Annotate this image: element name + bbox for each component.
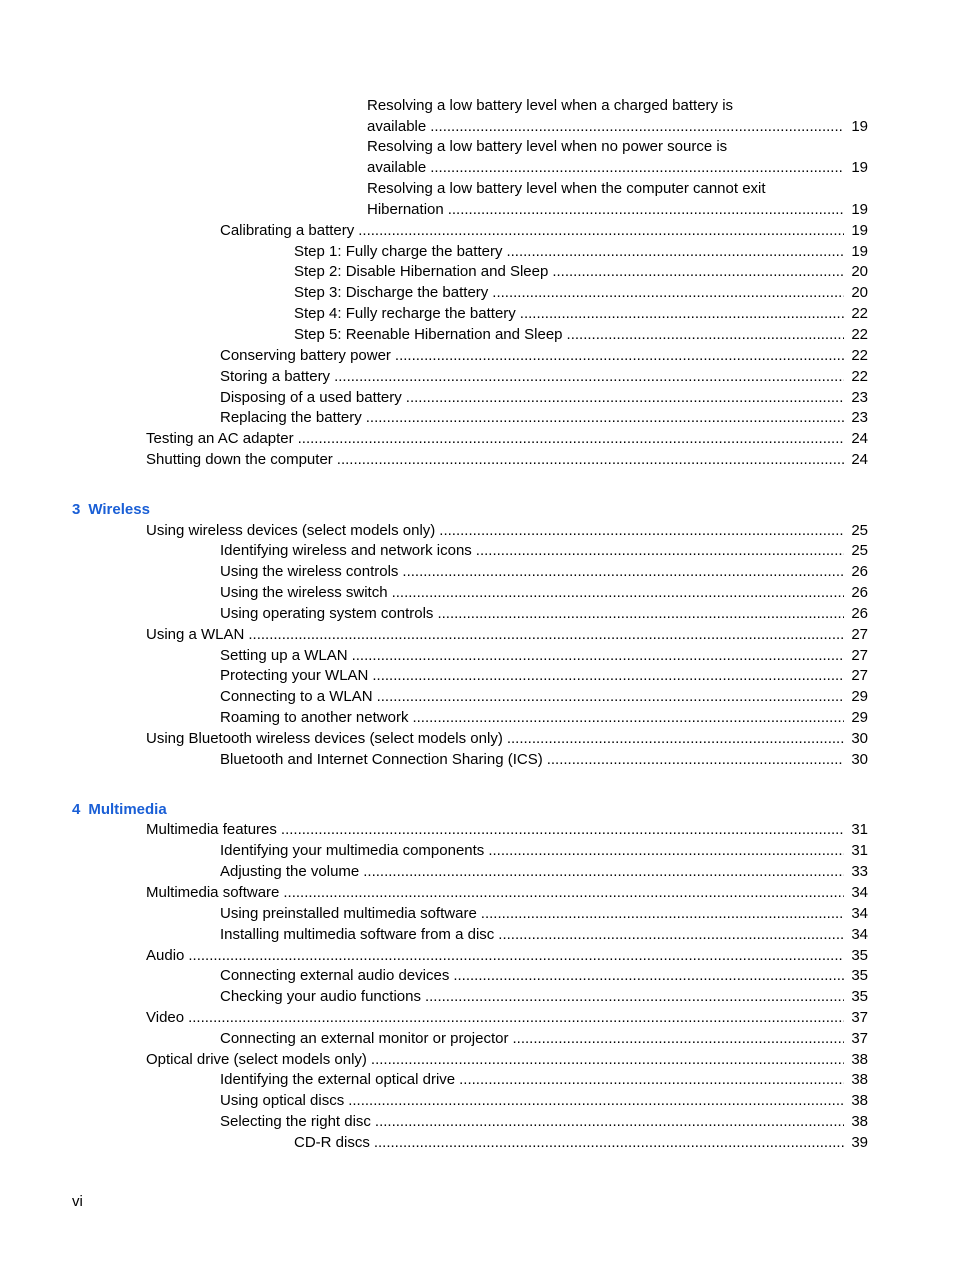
chapter-heading-wireless[interactable] bbox=[72, 500, 150, 520]
toc-page-number: 31 bbox=[851, 842, 868, 859]
chapter-number: 3 bbox=[72, 501, 81, 518]
toc-page-number: 26 bbox=[851, 563, 868, 580]
toc-page-number: 33 bbox=[851, 863, 868, 880]
toc-entry-title: Using Bluetooth wireless devices (select models only) bbox=[146, 730, 503, 747]
dot-leader bbox=[439, 521, 844, 541]
toc-entry[interactable] bbox=[220, 1029, 868, 1049]
toc-entry-title: Installing multimedia software from a disc bbox=[220, 926, 495, 943]
toc-entry-title: Using wireless devices (select models only) bbox=[146, 522, 436, 539]
toc-entry[interactable] bbox=[294, 242, 868, 262]
toc-entry[interactable] bbox=[146, 625, 868, 645]
dot-leader bbox=[507, 729, 844, 749]
toc-entry[interactable] bbox=[220, 604, 868, 624]
toc-entry[interactable] bbox=[220, 841, 868, 861]
toc-page-number: 25 bbox=[851, 522, 868, 539]
toc-page-number: 34 bbox=[851, 926, 868, 943]
toc-page-number: 34 bbox=[851, 884, 868, 901]
dot-leader bbox=[375, 1112, 844, 1132]
toc-page-number: 27 bbox=[851, 647, 868, 664]
dot-leader bbox=[366, 408, 844, 428]
toc-entry-title: Audio bbox=[146, 947, 185, 964]
toc-page-number: 27 bbox=[851, 667, 868, 684]
toc-entry[interactable] bbox=[367, 158, 868, 178]
toc-page-number: 37 bbox=[851, 1030, 868, 1047]
toc-entry[interactable] bbox=[220, 346, 868, 366]
dot-leader bbox=[476, 541, 844, 561]
toc-page-number: 38 bbox=[851, 1092, 868, 1109]
toc-entry[interactable] bbox=[367, 117, 868, 137]
toc-entry[interactable] bbox=[146, 820, 868, 840]
dot-leader bbox=[283, 883, 844, 903]
toc-entry[interactable] bbox=[220, 750, 868, 770]
toc-entry-title: Identifying wireless and network icons bbox=[220, 542, 472, 559]
dot-leader bbox=[506, 242, 844, 262]
toc-entry[interactable] bbox=[146, 521, 868, 541]
toc-page-number: 30 bbox=[851, 751, 868, 768]
dot-leader bbox=[547, 750, 844, 770]
toc-entry[interactable] bbox=[146, 450, 868, 470]
dot-leader bbox=[430, 117, 844, 137]
toc-entry[interactable] bbox=[146, 1008, 868, 1028]
toc-entry-title: Optical drive (select models only) bbox=[146, 1051, 367, 1068]
toc-entry[interactable] bbox=[220, 966, 868, 986]
toc-entry[interactable] bbox=[146, 429, 868, 449]
toc-page-number: 19 bbox=[851, 243, 868, 260]
toc-entry-title: Connecting an external monitor or projector bbox=[220, 1030, 509, 1047]
toc-entry[interactable] bbox=[220, 904, 868, 924]
dot-leader bbox=[372, 666, 844, 686]
toc-entry-title: Conserving battery power bbox=[220, 347, 391, 364]
dot-leader bbox=[363, 862, 844, 882]
toc-page-number: 23 bbox=[851, 409, 868, 426]
toc-entry[interactable] bbox=[146, 946, 868, 966]
toc-entry[interactable] bbox=[220, 1091, 868, 1111]
toc-page-number: 35 bbox=[851, 947, 868, 964]
toc-page-number: 38 bbox=[851, 1051, 868, 1068]
toc-entry[interactable] bbox=[220, 987, 868, 1007]
toc-entry[interactable] bbox=[220, 388, 868, 408]
toc-page-number: 22 bbox=[851, 368, 868, 385]
toc-entry-title: Using the wireless switch bbox=[220, 584, 388, 601]
toc-entry-title: Testing an AC adapter bbox=[146, 430, 294, 447]
dot-leader bbox=[481, 904, 844, 924]
toc-page-number: 34 bbox=[851, 905, 868, 922]
toc-page-number: 38 bbox=[851, 1113, 868, 1130]
toc-entry-title: Shutting down the computer bbox=[146, 451, 333, 468]
toc-entry-title: Protecting your WLAN bbox=[220, 667, 369, 684]
toc-page-number: 29 bbox=[851, 709, 868, 726]
toc-page-number: 26 bbox=[851, 605, 868, 622]
toc-entry[interactable] bbox=[220, 687, 868, 707]
toc-entry-title: Disposing of a used battery bbox=[220, 389, 402, 406]
toc-entry[interactable] bbox=[220, 666, 868, 686]
toc-entry[interactable] bbox=[367, 200, 868, 220]
dot-leader bbox=[348, 1091, 844, 1111]
dot-leader bbox=[425, 987, 844, 1007]
toc-page-number: 30 bbox=[851, 730, 868, 747]
toc-page-number: 23 bbox=[851, 389, 868, 406]
toc-page-number: 37 bbox=[851, 1009, 868, 1026]
toc-entry-line1: Resolving a low battery level when a charged battery is bbox=[367, 97, 734, 114]
toc-page-number: 24 bbox=[851, 430, 868, 447]
toc-entry-title: Step 4: Fully recharge the battery bbox=[294, 305, 516, 322]
toc-entry-title: Multimedia features bbox=[146, 821, 277, 838]
dot-leader bbox=[552, 262, 844, 282]
toc-entry-title: available bbox=[367, 118, 427, 135]
toc-page-number: 19 bbox=[851, 118, 868, 135]
toc-entry-title: Calibrating a battery bbox=[220, 222, 355, 239]
toc-entry-title: Identifying the external optical drive bbox=[220, 1071, 456, 1088]
toc-page-number: 22 bbox=[851, 326, 868, 343]
toc-page-number: 22 bbox=[851, 305, 868, 322]
toc-entry-title: available bbox=[367, 159, 427, 176]
dot-leader bbox=[488, 841, 844, 861]
toc-page-number: 35 bbox=[851, 967, 868, 984]
dot-leader bbox=[402, 562, 844, 582]
dot-leader bbox=[412, 708, 844, 728]
dot-leader bbox=[298, 429, 844, 449]
toc-entry-title: Roaming to another network bbox=[220, 709, 409, 726]
toc-entry[interactable] bbox=[220, 862, 868, 882]
toc-entry-title: Video bbox=[146, 1009, 185, 1026]
page-folio: vi bbox=[72, 1193, 83, 1210]
toc-entry-title: Multimedia software bbox=[146, 884, 280, 901]
chapter-heading-multimedia[interactable] bbox=[72, 800, 167, 820]
toc-entry[interactable] bbox=[294, 283, 868, 303]
dot-leader bbox=[498, 925, 844, 945]
toc-entry[interactable] bbox=[294, 262, 868, 282]
toc-entry-line1: Resolving a low battery level when no power source is bbox=[367, 138, 728, 155]
dot-leader bbox=[377, 687, 844, 707]
dot-leader bbox=[406, 388, 844, 408]
dot-leader bbox=[281, 820, 844, 840]
dot-leader bbox=[520, 304, 844, 324]
toc-page-number: 27 bbox=[851, 626, 868, 643]
toc-page-number: 22 bbox=[851, 347, 868, 364]
toc-page-number: 19 bbox=[851, 222, 868, 239]
toc-entry-title: Bluetooth and Internet Connection Sharing (ICS) bbox=[220, 751, 543, 768]
toc-entry-title: Step 1: Fully charge the battery bbox=[294, 243, 503, 260]
toc-entry-title: Checking your audio functions bbox=[220, 988, 421, 1005]
toc-entry-title: Connecting to a WLAN bbox=[220, 688, 373, 705]
toc-entry[interactable] bbox=[294, 325, 868, 345]
chapter-number: 4 bbox=[72, 801, 81, 818]
toc-entry-title: Setting up a WLAN bbox=[220, 647, 348, 664]
dot-leader bbox=[358, 221, 844, 241]
toc-page-number: 19 bbox=[851, 159, 868, 176]
toc-entry[interactable] bbox=[294, 1133, 868, 1153]
toc-entry[interactable] bbox=[220, 1070, 868, 1090]
toc-page-number: 39 bbox=[851, 1134, 868, 1151]
dot-leader bbox=[448, 200, 844, 220]
dot-leader bbox=[567, 325, 844, 345]
dot-leader bbox=[437, 604, 844, 624]
toc-page-number: 24 bbox=[851, 451, 868, 468]
toc-entry[interactable] bbox=[220, 708, 868, 728]
toc-page-number: 38 bbox=[851, 1071, 868, 1088]
toc-entry[interactable] bbox=[220, 221, 868, 241]
toc-entry[interactable] bbox=[220, 646, 868, 666]
toc-entry-title: Step 2: Disable Hibernation and Sleep bbox=[294, 263, 549, 280]
dot-leader bbox=[392, 583, 844, 603]
toc-entry-title: Using optical discs bbox=[220, 1092, 345, 1109]
dot-leader bbox=[459, 1070, 844, 1090]
toc-page-number: 25 bbox=[851, 542, 868, 559]
dot-leader bbox=[188, 946, 844, 966]
toc-entry[interactable] bbox=[220, 1112, 868, 1132]
toc-entry-title: CD-R discs bbox=[294, 1134, 370, 1151]
toc-page-number: 31 bbox=[851, 821, 868, 838]
dot-leader bbox=[453, 966, 844, 986]
toc-entry-title: Selecting the right disc bbox=[220, 1113, 371, 1130]
toc-entry-title: Step 3: Discharge the battery bbox=[294, 284, 489, 301]
toc-page-number: 35 bbox=[851, 988, 868, 1005]
toc-entry[interactable] bbox=[220, 408, 868, 428]
dot-leader bbox=[371, 1050, 844, 1070]
toc-entry[interactable] bbox=[220, 541, 868, 561]
toc-page-number: 20 bbox=[851, 284, 868, 301]
toc-page-number: 26 bbox=[851, 584, 868, 601]
dot-leader bbox=[513, 1029, 845, 1049]
toc-page-number: 20 bbox=[851, 263, 868, 280]
toc-entry[interactable] bbox=[220, 562, 868, 582]
dot-leader bbox=[337, 450, 844, 470]
toc-entry-title: Using a WLAN bbox=[146, 626, 245, 643]
dot-leader bbox=[352, 646, 844, 666]
dot-leader bbox=[430, 158, 844, 178]
dot-leader bbox=[374, 1133, 844, 1153]
toc-entry[interactable] bbox=[220, 925, 868, 945]
chapter-title: Multimedia bbox=[88, 801, 167, 818]
toc-entry-title: Replacing the battery bbox=[220, 409, 362, 426]
dot-leader bbox=[188, 1008, 844, 1028]
toc-entry-title: Adjusting the volume bbox=[220, 863, 360, 880]
toc-entry-title: Using the wireless controls bbox=[220, 563, 399, 580]
toc-entry[interactable] bbox=[294, 304, 868, 324]
toc-entry-title: Storing a battery bbox=[220, 368, 331, 385]
chapter-title: Wireless bbox=[88, 501, 150, 518]
toc-entry[interactable] bbox=[220, 583, 868, 603]
dot-leader bbox=[248, 625, 844, 645]
dot-leader bbox=[395, 346, 844, 366]
toc-entry-title: Using preinstalled multimedia software bbox=[220, 905, 477, 922]
toc-page-number: 19 bbox=[851, 201, 868, 218]
toc-entry[interactable] bbox=[220, 367, 868, 387]
dot-leader bbox=[334, 367, 844, 387]
toc-entry-title: Connecting external audio devices bbox=[220, 967, 450, 984]
toc-entry-title: Using operating system controls bbox=[220, 605, 434, 622]
toc-entry-line1: Resolving a low battery level when the computer cannot exit bbox=[367, 180, 766, 197]
toc-entry-title: Hibernation bbox=[367, 201, 444, 218]
toc-entry-title: Identifying your multimedia components bbox=[220, 842, 485, 859]
toc-page-number: 29 bbox=[851, 688, 868, 705]
toc-entry[interactable] bbox=[146, 729, 868, 749]
toc-entry[interactable] bbox=[146, 883, 868, 903]
toc-entry-title: Step 5: Reenable Hibernation and Sleep bbox=[294, 326, 563, 343]
toc-entry[interactable] bbox=[146, 1050, 868, 1070]
dot-leader bbox=[492, 283, 844, 303]
